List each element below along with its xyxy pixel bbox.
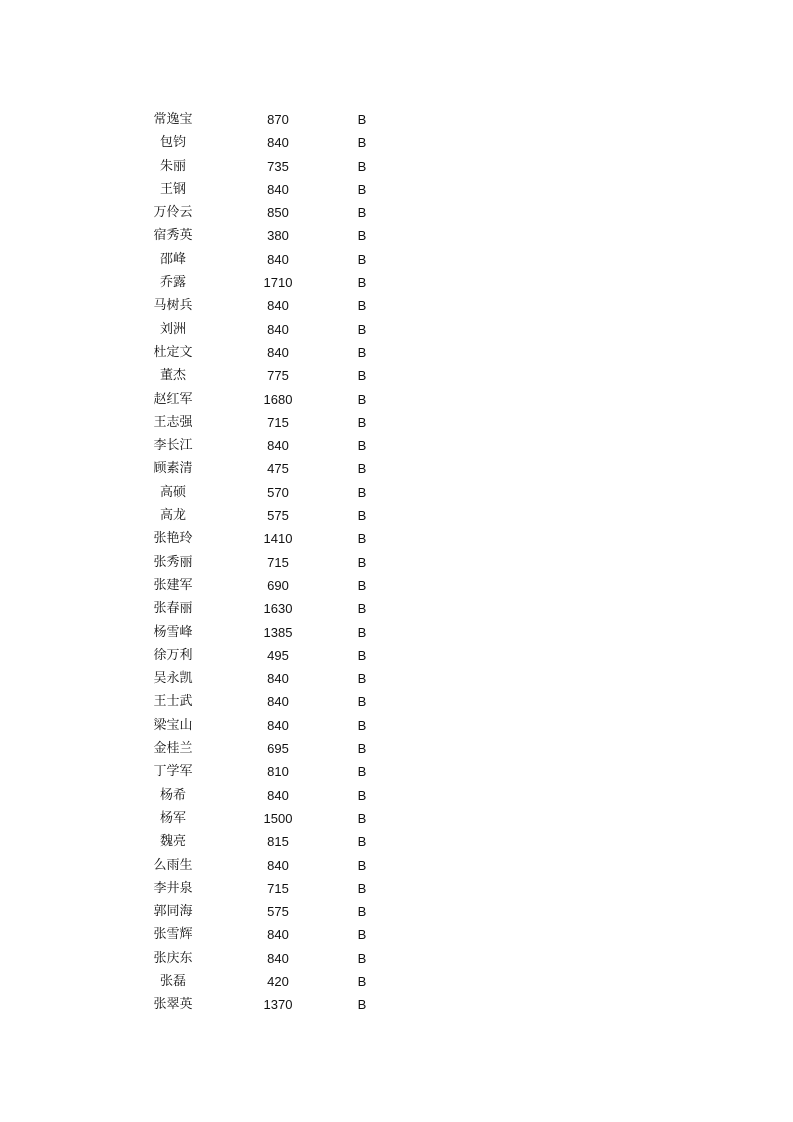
grade-cell: B: [357, 251, 367, 267]
amount-cell: 840: [267, 694, 289, 710]
table-row: [0, 760, 793, 783]
name-cell: 梁宝山: [153, 717, 193, 733]
grade-cell: B: [357, 484, 367, 500]
name-cell: 顾素清: [153, 461, 193, 477]
grade-cell: B: [357, 601, 367, 617]
table-row: [0, 877, 793, 900]
grade-cell: B: [357, 834, 367, 850]
grade-cell: B: [357, 880, 367, 896]
name-cell: 徐万利: [153, 647, 193, 663]
table-row: [0, 108, 793, 131]
table-row: [0, 923, 793, 946]
amount-cell: 380: [267, 228, 289, 244]
table-row: [0, 178, 793, 201]
grade-cell: B: [357, 671, 367, 687]
name-cell: 杨雪峰: [153, 624, 193, 640]
amount-cell: 735: [267, 158, 289, 174]
amount-cell: 840: [267, 135, 289, 151]
table-row: [0, 411, 793, 434]
table-row: [0, 364, 793, 387]
amount-cell: 775: [267, 368, 289, 384]
amount-cell: 715: [267, 880, 289, 896]
table-row: [0, 434, 793, 457]
name-cell: 郭同海: [153, 904, 193, 920]
grade-cell: B: [357, 973, 367, 989]
grade-cell: B: [357, 508, 367, 524]
grade-cell: B: [357, 438, 367, 454]
table-row: [0, 131, 793, 154]
name-cell: 刘洲: [159, 321, 186, 337]
amount-cell: 840: [267, 927, 289, 943]
grade-cell: B: [357, 741, 367, 757]
grade-cell: B: [357, 368, 367, 384]
table-row: [0, 155, 793, 178]
grade-cell: B: [357, 158, 367, 174]
grade-cell: B: [357, 927, 367, 943]
table-row: [0, 341, 793, 364]
name-cell: 乔露: [159, 275, 186, 291]
name-cell: 高龙: [159, 508, 186, 524]
amount-cell: 575: [267, 904, 289, 920]
amount-cell: 840: [267, 787, 289, 803]
grade-cell: B: [357, 181, 367, 197]
amount-cell: 695: [267, 741, 289, 757]
table-row: [0, 690, 793, 713]
name-cell: 张春丽: [153, 601, 193, 617]
amount-cell: 690: [267, 577, 289, 593]
table-row: [0, 248, 793, 271]
grade-cell: B: [357, 391, 367, 407]
grade-cell: B: [357, 298, 367, 314]
amount-cell: 420: [267, 973, 289, 989]
table-row: [0, 970, 793, 993]
amount-cell: 495: [267, 647, 289, 663]
table-row: [0, 457, 793, 480]
table-row: [0, 947, 793, 970]
grade-cell: B: [357, 997, 367, 1013]
name-cell: 万伶云: [153, 205, 193, 221]
name-cell: 杨希: [159, 787, 186, 803]
amount-cell: 840: [267, 857, 289, 873]
table-row: [0, 224, 793, 247]
amount-cell: 840: [267, 344, 289, 360]
name-cell: 张翠英: [153, 997, 193, 1013]
table-row: [0, 201, 793, 224]
amount-cell: 840: [267, 671, 289, 687]
name-cell: 邵峰: [159, 251, 186, 267]
grade-cell: B: [357, 461, 367, 477]
amount-cell: 1385: [263, 624, 293, 640]
table-row: [0, 621, 793, 644]
name-cell: 马树兵: [153, 298, 193, 314]
name-cell: 宿秀英: [153, 228, 193, 244]
name-cell: 张雪辉: [153, 927, 193, 943]
amount-cell: 715: [267, 414, 289, 430]
name-cell: 王钢: [159, 181, 186, 197]
table-row: [0, 784, 793, 807]
table-row: [0, 481, 793, 504]
grade-cell: B: [357, 112, 367, 127]
amount-cell: 840: [267, 717, 289, 733]
table-row: [0, 900, 793, 923]
amount-cell: 1500: [263, 810, 293, 826]
amount-cell: 810: [267, 764, 289, 780]
grade-cell: B: [357, 577, 367, 593]
table-row: [0, 854, 793, 877]
name-cell: 吴永凯: [153, 671, 193, 687]
table-row: [0, 807, 793, 830]
grade-cell: B: [357, 321, 367, 337]
grade-cell: B: [357, 717, 367, 733]
table-row: [0, 993, 793, 1016]
name-cell: 董杰: [159, 368, 186, 384]
name-cell: 张秀丽: [153, 554, 193, 570]
name-cell: 张磊: [159, 973, 186, 989]
amount-cell: 1410: [263, 531, 293, 547]
name-cell: 金桂兰: [153, 741, 193, 757]
grade-cell: B: [357, 857, 367, 873]
name-cell: 么雨生: [153, 857, 193, 873]
name-cell: 魏亮: [159, 834, 186, 850]
amount-cell: 1680: [263, 391, 293, 407]
grade-cell: B: [357, 531, 367, 547]
amount-cell: 840: [267, 321, 289, 337]
grade-cell: B: [357, 228, 367, 244]
table-row: [0, 294, 793, 317]
name-cell: 王志强: [153, 414, 193, 430]
grade-cell: B: [357, 135, 367, 151]
grade-cell: B: [357, 810, 367, 826]
grade-cell: B: [357, 624, 367, 640]
amount-cell: 840: [267, 438, 289, 454]
name-cell: 杜定文: [153, 344, 193, 360]
amount-cell: 715: [267, 554, 289, 570]
name-cell: 赵红军: [153, 391, 193, 407]
grade-cell: B: [357, 904, 367, 920]
name-cell: 李长江: [153, 438, 193, 454]
grade-cell: B: [357, 764, 367, 780]
grade-cell: B: [357, 694, 367, 710]
grade-cell: B: [357, 787, 367, 803]
name-cell: 常逸宝: [153, 112, 193, 127]
name-cell: 李井泉: [153, 880, 193, 896]
amount-cell: 1370: [263, 997, 293, 1013]
name-cell: 高硕: [159, 484, 186, 500]
name-cell: 包钧: [159, 135, 186, 151]
amount-cell: 575: [267, 508, 289, 524]
table-row: [0, 271, 793, 294]
amount-cell: 570: [267, 484, 289, 500]
amount-cell: 840: [267, 298, 289, 314]
amount-cell: 870: [267, 112, 289, 127]
grade-cell: B: [357, 554, 367, 570]
name-cell: 王士武: [153, 694, 193, 710]
amount-cell: 815: [267, 834, 289, 850]
table-row: [0, 318, 793, 341]
name-cell: 张建军: [153, 577, 193, 593]
table-row: [0, 714, 793, 737]
table-row: [0, 830, 793, 853]
grade-cell: B: [357, 205, 367, 221]
grade-cell: B: [357, 275, 367, 291]
name-cell: 张艳玲: [153, 531, 193, 547]
table-row: [0, 597, 793, 620]
table-row: [0, 527, 793, 550]
table-row: [0, 504, 793, 527]
amount-cell: 475: [267, 461, 289, 477]
table-row: [0, 574, 793, 597]
amount-cell: 1630: [263, 601, 293, 617]
grade-cell: B: [357, 344, 367, 360]
amount-cell: 850: [267, 205, 289, 221]
table-row: [0, 667, 793, 690]
amount-cell: 840: [267, 950, 289, 966]
amount-cell: 840: [267, 251, 289, 267]
grade-cell: B: [357, 647, 367, 663]
amount-cell: 1710: [263, 275, 293, 291]
amount-cell: 840: [267, 181, 289, 197]
table-row: [0, 551, 793, 574]
name-cell: 杨军: [159, 810, 186, 826]
table-row: [0, 388, 793, 411]
name-cell: 张庆东: [153, 950, 193, 966]
name-cell: 朱丽: [159, 158, 186, 174]
data-table: [0, 108, 793, 1017]
grade-cell: B: [357, 950, 367, 966]
table-row: [0, 644, 793, 667]
name-cell: 丁学军: [153, 764, 193, 780]
grade-cell: B: [357, 414, 367, 430]
table-row: [0, 737, 793, 760]
